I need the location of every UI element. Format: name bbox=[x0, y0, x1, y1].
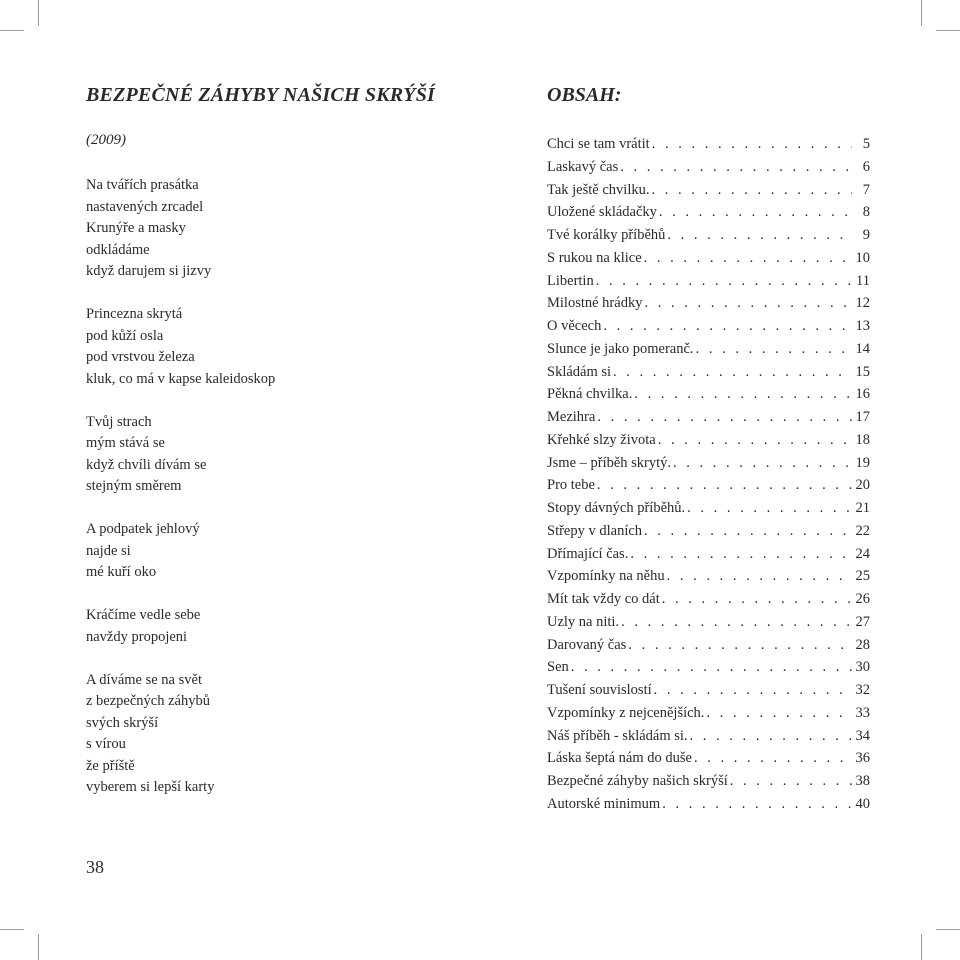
toc-entry bbox=[547, 429, 870, 452]
poem-line: když darujem si jizvy bbox=[86, 263, 212, 279]
poem-line: pod vrstvou železa bbox=[86, 349, 195, 365]
toc-leader-dots bbox=[628, 634, 851, 657]
toc-entry-page: 36 bbox=[855, 750, 870, 767]
toc-leader-dots bbox=[597, 406, 851, 429]
toc-entry-page: 15 bbox=[855, 363, 870, 380]
poem-line: pod kůží osla bbox=[86, 327, 164, 344]
poem-line: vyberem si lepší karty bbox=[86, 779, 215, 795]
toc-entry-label: Náš příběh - skládám si. bbox=[547, 727, 688, 744]
toc-leader-dots bbox=[571, 656, 852, 679]
toc-entry-label: Milostné hrádky bbox=[547, 295, 643, 312]
toc-entry-page: 9 bbox=[862, 227, 870, 243]
toc-entry-label: Vzpomínky z nejcenějších. bbox=[547, 704, 705, 721]
toc-entry bbox=[547, 361, 870, 384]
toc-entry-page: 20 bbox=[855, 477, 870, 494]
crop-mark-top-right-h bbox=[936, 30, 960, 31]
toc-entry bbox=[547, 725, 870, 748]
crop-mark-top-right bbox=[921, 0, 922, 26]
toc-entry bbox=[547, 383, 870, 406]
toc-entry-page: 40 bbox=[855, 795, 870, 812]
table-of-contents bbox=[547, 133, 870, 816]
poem-line: z bezpečných záhybů bbox=[86, 693, 210, 709]
toc-entry-page: 25 bbox=[855, 568, 870, 585]
page-number: 38 bbox=[86, 857, 104, 877]
toc-entry-label: Mezihra bbox=[547, 409, 596, 425]
toc-entry bbox=[547, 133, 870, 156]
poem-line: Krunýře a masky bbox=[86, 220, 186, 236]
poem-line: mým stává se bbox=[86, 435, 165, 451]
crop-mark-top-left-h bbox=[0, 30, 24, 31]
toc-entry-page: 30 bbox=[855, 659, 870, 676]
toc-entry-page: 24 bbox=[855, 545, 870, 562]
crop-mark-top-left bbox=[38, 0, 39, 26]
toc-entry-page: 28 bbox=[855, 636, 870, 653]
toc-entry-page: 8 bbox=[862, 204, 870, 221]
toc-entry bbox=[547, 247, 870, 270]
toc-entry bbox=[547, 201, 870, 224]
toc-leader-dots bbox=[620, 156, 852, 179]
poem-year: (2009) bbox=[86, 132, 126, 148]
poem-line: stejným směrem bbox=[86, 478, 182, 494]
toc-entry-page: 18 bbox=[855, 431, 870, 448]
toc-leader-dots bbox=[597, 474, 852, 497]
toc-leader-dots bbox=[644, 520, 851, 543]
toc-leader-dots bbox=[613, 361, 851, 384]
toc-leader-dots bbox=[658, 429, 852, 452]
toc-entry-label: Tak ještě chvilku. bbox=[547, 181, 650, 198]
poem-title: BEZPEČNÉ ZÁHYBY NAŠICH SKRÝŠÍ bbox=[86, 84, 436, 106]
toc-entry-label: Stopy dávných příběhů. bbox=[547, 500, 686, 516]
toc-entry-label: Tušení souvislostí bbox=[547, 682, 652, 698]
toc-entry-page: 13 bbox=[855, 318, 870, 334]
poem-line: kluk, co má v kapse kaleidoskop bbox=[86, 370, 276, 387]
toc-entry-page: 32 bbox=[855, 682, 870, 698]
poem-line: A díváme se na svět bbox=[86, 671, 202, 688]
toc-leader-dots bbox=[662, 588, 852, 611]
toc-entry-label: Uzly na niti. bbox=[547, 613, 620, 630]
toc-leader-dots bbox=[651, 179, 852, 202]
poem-line: A podpatek jehlový bbox=[86, 521, 200, 537]
toc-entry bbox=[547, 679, 870, 702]
toc-entry bbox=[547, 634, 870, 657]
toc-entry-label: Jsme – příběh skrytý. bbox=[547, 454, 672, 471]
toc-entry-label: Skládám si bbox=[547, 363, 612, 380]
toc-entry bbox=[547, 656, 870, 679]
toc-leader-dots bbox=[652, 133, 852, 156]
toc-entry bbox=[547, 179, 870, 202]
poem-line: nastavených zrcadel bbox=[86, 198, 204, 215]
toc-entry-page: 38 bbox=[855, 773, 870, 789]
toc-entry-label: O věcech bbox=[547, 318, 602, 334]
toc-leader-dots bbox=[644, 292, 851, 315]
toc-entry-page: 6 bbox=[862, 158, 870, 175]
toc-entry-page: 22 bbox=[855, 522, 870, 539]
crop-mark-bottom-left-h bbox=[0, 929, 24, 930]
toc-entry bbox=[547, 588, 870, 611]
toc-entry-page: 7 bbox=[862, 181, 870, 198]
poem-line: Kráčíme vedle sebe bbox=[86, 607, 201, 623]
poem-line: když chvíli dívám se bbox=[86, 456, 207, 473]
toc-entry bbox=[547, 611, 870, 634]
toc-entry-page: 10 bbox=[855, 249, 870, 266]
poem-line: Na tvářích prasátka bbox=[86, 177, 199, 193]
poem-line: že příště bbox=[86, 757, 135, 774]
toc-entry-label: Dřímající čas. bbox=[547, 545, 629, 562]
toc-entry bbox=[547, 702, 870, 725]
toc-leader-dots bbox=[662, 793, 851, 816]
toc-entry-label: Slunce je jako pomeranč. bbox=[547, 340, 694, 357]
toc-entry-label: Libertin bbox=[547, 272, 594, 289]
toc-entry bbox=[547, 770, 870, 793]
poem-line: mé kuří oko bbox=[86, 564, 157, 580]
toc-entry bbox=[547, 565, 870, 588]
toc-entry bbox=[547, 543, 870, 566]
toc-entry bbox=[547, 224, 870, 247]
toc-leader-dots bbox=[634, 383, 851, 406]
poem-line: Princezna skrytá bbox=[86, 306, 183, 322]
toc-leader-dots bbox=[694, 747, 852, 770]
toc-entry-page: 5 bbox=[862, 136, 870, 152]
toc-entry-page: 19 bbox=[855, 454, 870, 471]
toc-entry bbox=[547, 497, 870, 520]
toc-leader-dots bbox=[603, 315, 851, 338]
toc-entry-label: Bezpečné záhyby našich skrýší bbox=[547, 773, 728, 789]
poem-line: odkládáme bbox=[86, 241, 150, 258]
poem-line: s vírou bbox=[86, 736, 126, 752]
poem-line: Tvůj strach bbox=[86, 413, 152, 430]
crop-mark-bottom-right-h bbox=[936, 929, 960, 930]
toc-entry-page: 17 bbox=[855, 409, 870, 425]
poem-body bbox=[86, 175, 416, 820]
toc-leader-dots bbox=[644, 247, 852, 270]
toc-entry bbox=[547, 747, 870, 770]
toc-leader-dots bbox=[596, 270, 852, 293]
toc-entry bbox=[547, 156, 870, 179]
toc-entry-label: Sen bbox=[547, 659, 569, 676]
toc-entry bbox=[547, 452, 870, 475]
toc-entry bbox=[547, 474, 870, 497]
toc-entry-label: Křehké slzy života bbox=[547, 431, 656, 448]
toc-entry-label: S rukou na klice bbox=[547, 249, 642, 266]
toc-entry-label: Střepy v dlaních bbox=[547, 522, 643, 539]
poem-line: svých skrýší bbox=[86, 714, 159, 731]
toc-leader-dots bbox=[673, 452, 851, 475]
toc-entry-page: 14 bbox=[855, 340, 870, 357]
toc-leader-dots bbox=[667, 224, 852, 247]
toc-entry-label: Láska šeptá nám do duše bbox=[547, 750, 692, 767]
toc-entry bbox=[547, 270, 870, 293]
crop-mark-bottom-right bbox=[921, 934, 922, 960]
poem-line: najde si bbox=[86, 542, 131, 559]
toc-entry-label: Tvé korálky příběhů bbox=[547, 227, 666, 243]
poem-stanza bbox=[86, 519, 416, 584]
toc-leader-dots bbox=[706, 702, 851, 725]
toc-entry-page: 11 bbox=[856, 272, 870, 289]
toc-entry-page: 34 bbox=[855, 727, 870, 744]
toc-title: OBSAH: bbox=[547, 84, 622, 106]
poem-stanza bbox=[86, 412, 416, 498]
poem-stanza bbox=[86, 605, 416, 648]
toc-entry-label: Pro tebe bbox=[547, 477, 595, 494]
toc-entry-label: Autorské minimum bbox=[547, 795, 661, 812]
toc-leader-dots bbox=[696, 338, 852, 361]
toc-entry bbox=[547, 315, 870, 338]
toc-entry bbox=[547, 793, 870, 816]
poem-stanza bbox=[86, 304, 416, 390]
toc-entry-label: Chci se tam vrátit bbox=[547, 136, 650, 152]
toc-leader-dots bbox=[667, 565, 852, 588]
toc-leader-dots bbox=[687, 497, 851, 520]
toc-entry bbox=[547, 338, 870, 361]
toc-entry-page: 27 bbox=[855, 613, 870, 630]
poem-stanza bbox=[86, 670, 416, 799]
toc-entry-label: Mít tak vždy co dát bbox=[547, 591, 660, 607]
toc-entry-label: Vzpomínky na něhu bbox=[547, 568, 665, 585]
toc-leader-dots bbox=[659, 201, 852, 224]
toc-entry-page: 16 bbox=[855, 386, 870, 403]
toc-leader-dots bbox=[621, 611, 851, 634]
toc-entry bbox=[547, 520, 870, 543]
toc-entry-page: 12 bbox=[855, 295, 870, 312]
poem-line: navždy propojeni bbox=[86, 628, 188, 645]
toc-entry-label: Laskavý čas bbox=[547, 158, 619, 175]
toc-entry-page: 26 bbox=[855, 591, 870, 607]
toc-entry-page: 33 bbox=[855, 704, 870, 721]
toc-entry bbox=[547, 406, 870, 429]
toc-entry-label: Pěkná chvilka. bbox=[547, 386, 633, 403]
toc-entry-label: Darovaný čas bbox=[547, 636, 627, 653]
poem-stanza bbox=[86, 175, 416, 283]
toc-leader-dots bbox=[730, 770, 852, 793]
toc-entry bbox=[547, 292, 870, 315]
toc-leader-dots bbox=[630, 543, 851, 566]
toc-entry-label: Uložené skládačky bbox=[547, 204, 657, 221]
toc-leader-dots bbox=[654, 679, 852, 702]
crop-mark-bottom-left bbox=[38, 934, 39, 960]
toc-entry-page: 21 bbox=[855, 500, 870, 516]
toc-leader-dots bbox=[690, 725, 852, 748]
